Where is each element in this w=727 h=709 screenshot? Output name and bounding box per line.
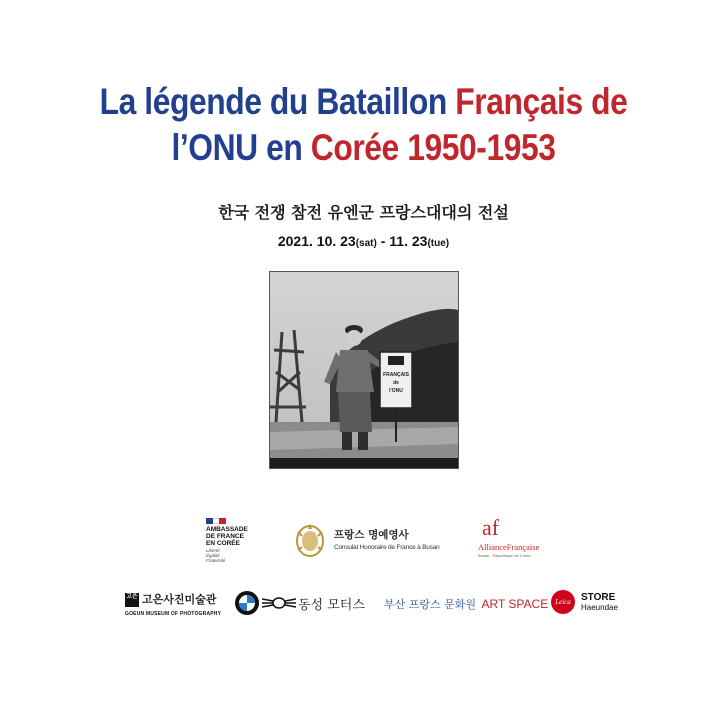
motto-egalite: Égalité — [206, 553, 220, 558]
bmw-mini-dongsung-logo — [234, 590, 365, 616]
goeun-english: GOEUN MUSEUM OF PHOTOGRAPHY — [125, 611, 222, 617]
alliance-francaise-logo — [478, 515, 540, 558]
artspace-english: ART SPACE — [481, 597, 549, 611]
end-date: 11. 23 — [389, 233, 428, 249]
sign-line-1: FRANÇAIS — [383, 372, 409, 378]
consulat-korean: 프랑스 명예영사 — [334, 529, 409, 541]
title-line-1 — [51, 80, 676, 124]
leica-badge-icon: Leica — [551, 590, 575, 614]
mini-wings-icon — [262, 596, 296, 610]
sign-line-2: de — [393, 380, 399, 386]
korean-subtitle: 한국 전쟁 참전 유엔군 프랑스대대의 전설 — [218, 203, 509, 222]
dongsung-motors: 동성 모터스 — [298, 598, 365, 613]
ambassade-name — [206, 526, 276, 547]
historic-photo — [269, 271, 459, 469]
title-line-2-blue: l’ONU en — [171, 127, 311, 168]
af-location: Busan - République de Corée — [478, 553, 531, 558]
leica-store-label: STORE — [581, 592, 616, 603]
ambassade-line-3: EN CORÉE — [206, 540, 240, 547]
start-date: 2021. 10. 23 — [277, 233, 356, 249]
leica-store-logo — [551, 590, 621, 616]
end-day: (tue) — [427, 238, 450, 249]
motto-liberte: Liberté — [206, 548, 220, 553]
goeun-korean: 고은사진미술관 — [142, 593, 217, 606]
bmw-roundel-icon — [234, 590, 260, 616]
coat-of-arms-icon — [294, 522, 326, 558]
goeun-box-icon: 고은 — [125, 593, 139, 607]
consulat-logo — [294, 522, 454, 562]
ambassade-line-2: DE FRANCE — [206, 533, 244, 540]
title-line-2 — [51, 126, 676, 170]
consulat-french: Consulat Honoraire de France à Busan — [334, 544, 440, 551]
republic-motto — [206, 548, 276, 563]
exhibition-dates — [0, 233, 727, 249]
title-line-2-red: Corée 1950-1953 — [310, 127, 556, 168]
sign-line-3: l'ONU — [389, 388, 403, 394]
title-line-1-red: Français de — [455, 81, 628, 122]
goeun-museum-logo — [125, 593, 225, 619]
leica-store-location: Haeundae — [581, 603, 618, 612]
ambassade-logo — [206, 518, 276, 563]
af-name: AllianceFrançaise — [478, 542, 540, 552]
ambassade-line-1: AMBASSADE — [206, 526, 248, 533]
date-separator: - — [376, 233, 390, 249]
af-mark: af — [482, 515, 500, 540]
start-day: (sat) — [355, 238, 377, 249]
french-flag-icon — [206, 518, 226, 524]
artspace-korean: 부산 프랑스 문화원 — [384, 598, 477, 611]
motto-fraternite: Fraternité — [206, 558, 226, 563]
artspace-logo — [384, 596, 548, 612]
title-line-1-blue: La légende du Bataillon — [99, 81, 456, 122]
